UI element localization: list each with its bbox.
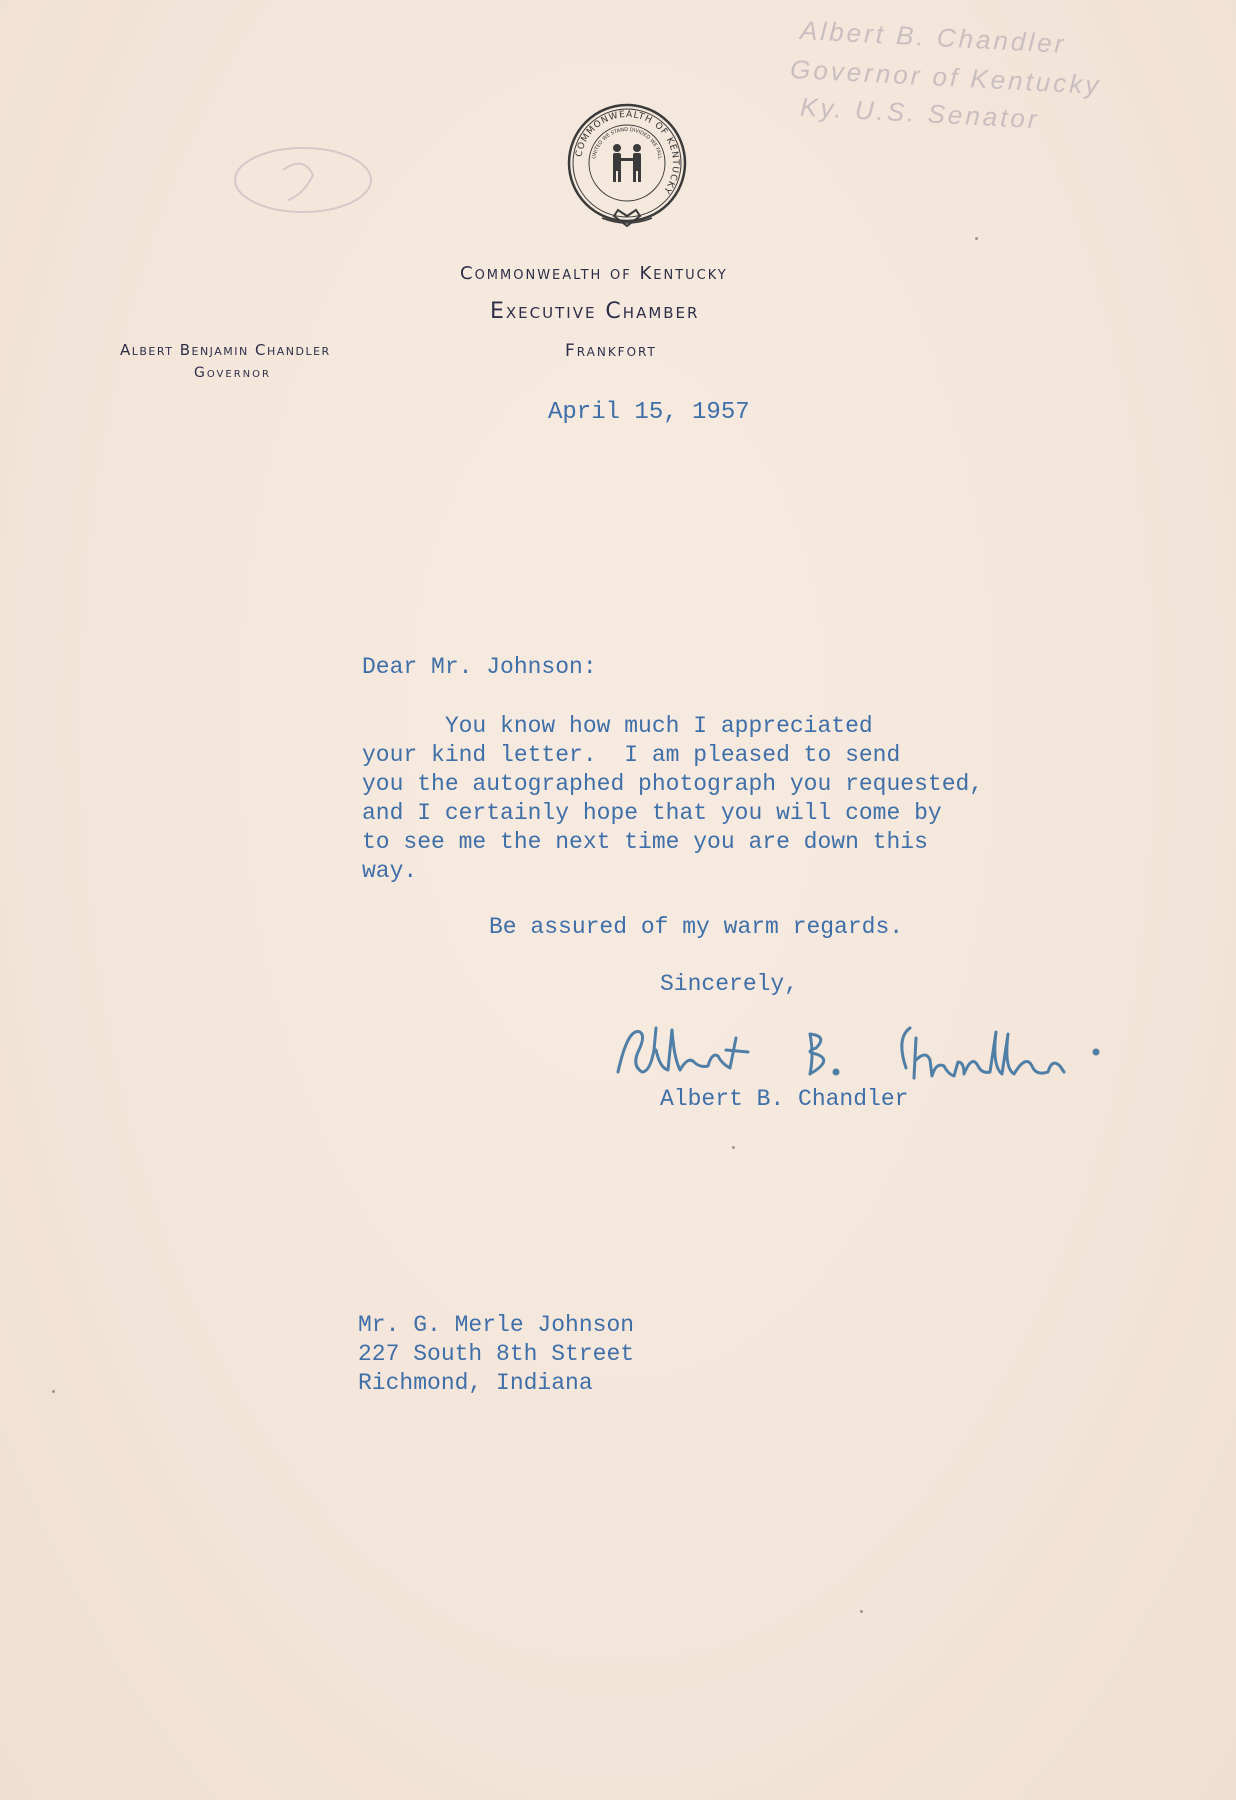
paper-speck [860, 1610, 863, 1613]
svg-text:COMMONWEALTH OF KENTUCKY: COMMONWEALTH OF KENTUCKY [574, 109, 681, 196]
paper-speck [52, 1390, 55, 1393]
governor-name: Albert Benjamin Chandler [120, 341, 331, 359]
closing-line: Sincerely, [660, 971, 799, 997]
pencil-note-1: Albert B. Chandler [799, 15, 1068, 59]
kentucky-seal-icon [562, 98, 692, 238]
pencil-note-2: Governor of Kentucky [789, 53, 1103, 101]
regards-line: Be assured of my warm regards. [489, 914, 904, 940]
body-line-1: You know how much I appreciated [362, 713, 873, 739]
body-line-3: you the autographed photograph you requested, [362, 771, 984, 797]
svg-text:UNITED WE STAND DIVIDED WE FAL: UNITED WE STAND DIVIDED WE FALL [591, 126, 663, 160]
body-line-2: your kind letter. I am pleased to send [362, 742, 901, 768]
pencil-note-3: Ky. U.S. Senator [799, 91, 1041, 135]
body-line-5: to see me the next time you are down this [362, 829, 928, 855]
paper-speck [975, 237, 978, 240]
recipient-line-1: Mr. G. Merle Johnson [358, 1312, 635, 1338]
pencil-circle-mark [228, 140, 378, 220]
governor-title: Governor [194, 365, 271, 381]
body-line-6: way. [362, 858, 418, 884]
body-line-4: and I certainly hope that you will come by [362, 800, 942, 826]
paper-speck [732, 1146, 735, 1149]
typed-name: Albert B. Chandler [660, 1086, 909, 1112]
recipient-line-3: Richmond, Indiana [358, 1370, 593, 1396]
letterhead-line1: Commonwealth of Kentucky [460, 263, 728, 284]
letterhead-line2: Executive Chamber [490, 299, 700, 324]
recipient-line-2: 227 South 8th Street [358, 1341, 635, 1367]
salutation: Dear Mr. Johnson: [362, 654, 597, 680]
handwritten-signature [610, 1010, 1160, 1090]
letterhead-line3: Frankfort [565, 341, 657, 361]
letter-date: April 15, 1957 [548, 399, 750, 426]
